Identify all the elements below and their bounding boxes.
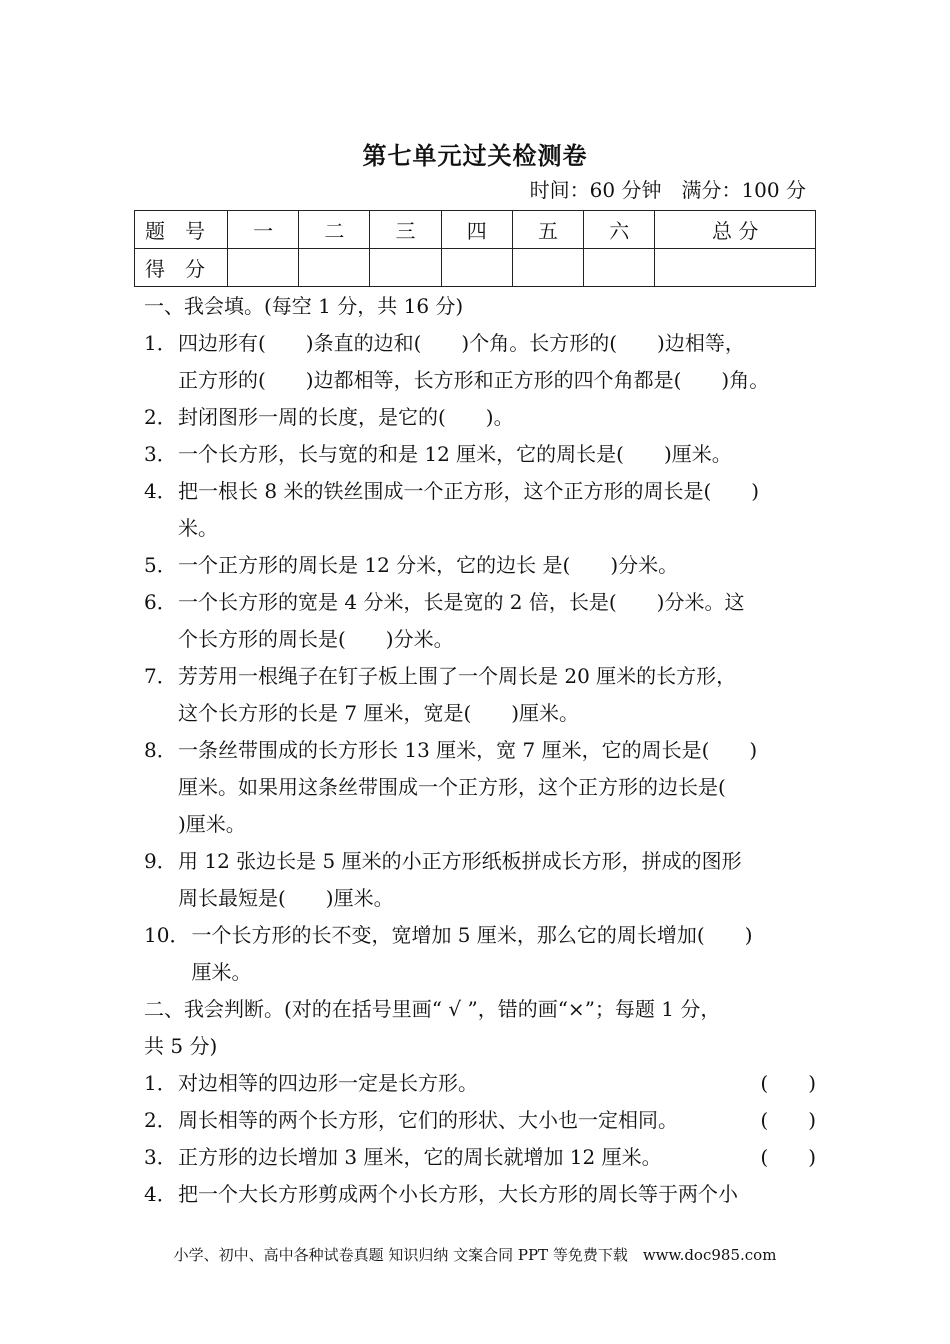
judge-question (144, 1102, 816, 1139)
judge-question (144, 1176, 816, 1213)
question-line: 米。 (178, 516, 218, 540)
question-number: 2． (144, 1108, 177, 1132)
time-info: 时间：60 分钟 满分：100 分 (529, 178, 806, 202)
score-cell (655, 249, 816, 287)
question (144, 436, 816, 473)
question-line: 一个长方形的宽是 4 分米，长是宽的 2 倍，长是( )分米。这 (178, 590, 745, 614)
question-text (178, 325, 816, 399)
question-text (178, 436, 816, 473)
question-line: 封闭图形一周的长度，是它的( )。 (178, 405, 514, 429)
question-line: 一个正方形的周长是 12 分米，它的边长 是( )分米。 (178, 553, 679, 577)
question-line: 四边形有( )条直的边和( )个角。长方形的( )边相等， (178, 331, 745, 355)
question-text (178, 843, 816, 917)
score-header-cell: 六 (584, 211, 655, 249)
question-line: 这个长方形的长是 7 厘米，宽是( )厘米。 (178, 701, 580, 725)
question-line: 用 12 张边长是 5 厘米的小正方形纸板拼成长方形，拼成的图形 (178, 849, 742, 873)
question (144, 658, 816, 732)
question-text: 周长相等的两个长方形，它们的形状、大小也一定相同。 (178, 1108, 678, 1132)
score-cell (299, 249, 370, 287)
question-line: 把一根长 8 米的铁丝围成一个正方形，这个正方形的周长是( ) (178, 479, 760, 503)
section-judge (144, 991, 816, 1213)
question (144, 325, 816, 399)
question-line: 周长最短是( )厘米。 (178, 886, 394, 910)
question-text: 对边相等的四边形一定是长方形。 (178, 1071, 478, 1095)
question-text (178, 473, 816, 547)
question-number: 3． (144, 442, 177, 466)
question-text (178, 658, 816, 732)
question-number: 2． (144, 405, 177, 429)
score-header-cell: 总 分 (655, 211, 816, 249)
question-number: 6． (144, 590, 177, 614)
answer-parentheses: ( ) (760, 1145, 816, 1169)
score-header-cell: 四 (441, 211, 512, 249)
question-text: 把一个大长方形剪成两个小长方形，大长方形的周长等于两个小 (178, 1182, 738, 1206)
score-table-header-row (135, 211, 816, 249)
question-text (178, 547, 816, 584)
question-line: 个长方形的周长是( )分米。 (178, 627, 454, 651)
exam-content (144, 288, 816, 1213)
score-table-score-row (135, 249, 816, 287)
page-footer: 小学、初中、高中各种试卷真题 知识归纳 文案合同 PPT 等免费下载 www.doc985.com (173, 1246, 777, 1264)
section-fill-in (144, 288, 816, 991)
question (144, 547, 816, 584)
question-line: 厘米。 (191, 960, 252, 984)
question-text (178, 584, 816, 658)
score-row-label: 得 分 (135, 249, 228, 287)
question (144, 473, 816, 547)
question-number: 7． (144, 664, 177, 688)
page-title: 第七单元过关检测卷 (362, 142, 588, 170)
score-header-cell: 一 (228, 211, 299, 249)
question-line: 芳芳用一根绳子在钉子板上围了一个周长是 20 厘米的长方形， (178, 664, 737, 688)
question (144, 843, 816, 917)
score-cell (512, 249, 583, 287)
score-header-cell: 三 (370, 211, 441, 249)
score-header-cell: 五 (512, 211, 583, 249)
score-cell (228, 249, 299, 287)
judge-question (144, 1065, 816, 1102)
question-text: 正方形的边长增加 3 厘米，它的周长就增加 12 厘米。 (178, 1145, 662, 1169)
question-text (178, 399, 816, 436)
question-line: 一个长方形，长与宽的和是 12 厘米，它的周长是( )厘米。 (178, 442, 732, 466)
question-text (178, 732, 816, 843)
question-number: 8． (144, 738, 177, 762)
score-header-cell: 二 (299, 211, 370, 249)
section-title: 一、我会填。(每空 1 分，共 16 分) (144, 294, 464, 318)
question-number: 4． (144, 1182, 177, 1206)
question-number: 1． (144, 331, 177, 355)
score-table (134, 210, 816, 287)
question-number: 9． (144, 849, 177, 873)
section-title-continued: 共 5 分) (144, 1034, 218, 1058)
question-number: 1． (144, 1071, 177, 1095)
answer-parentheses: ( ) (760, 1108, 816, 1132)
score-cell (441, 249, 512, 287)
question-number: 10． (144, 923, 190, 947)
question (144, 399, 816, 436)
question (144, 732, 816, 843)
score-cell (370, 249, 441, 287)
question-number: 3． (144, 1145, 177, 1169)
question-line: 厘米。如果用这条丝带围成一个正方形，这个正方形的边长是( (178, 775, 726, 799)
score-cell (584, 249, 655, 287)
question (144, 917, 816, 991)
question-text (191, 917, 816, 991)
question-line: 正方形的( )边都相等，长方形和正方形的四个角都是( )角。 (178, 368, 770, 392)
question-line: 一条丝带围成的长方形长 13 厘米，宽 7 厘米，它的周长是( ) (178, 738, 758, 762)
score-header-cell: 题 号 (135, 211, 228, 249)
question-line: 一个长方形的长不变，宽增加 5 厘米，那么它的周长增加( ) (191, 923, 753, 947)
judge-question (144, 1139, 816, 1176)
question (144, 584, 816, 658)
question-line: )厘米。 (178, 812, 246, 836)
section-title: 二、我会判断。(对的在括号里画“ √ ”，错的画“×”；每题 1 分， (144, 997, 721, 1021)
question-number: 5． (144, 553, 177, 577)
question-number: 4． (144, 479, 177, 503)
answer-parentheses: ( ) (760, 1071, 816, 1095)
